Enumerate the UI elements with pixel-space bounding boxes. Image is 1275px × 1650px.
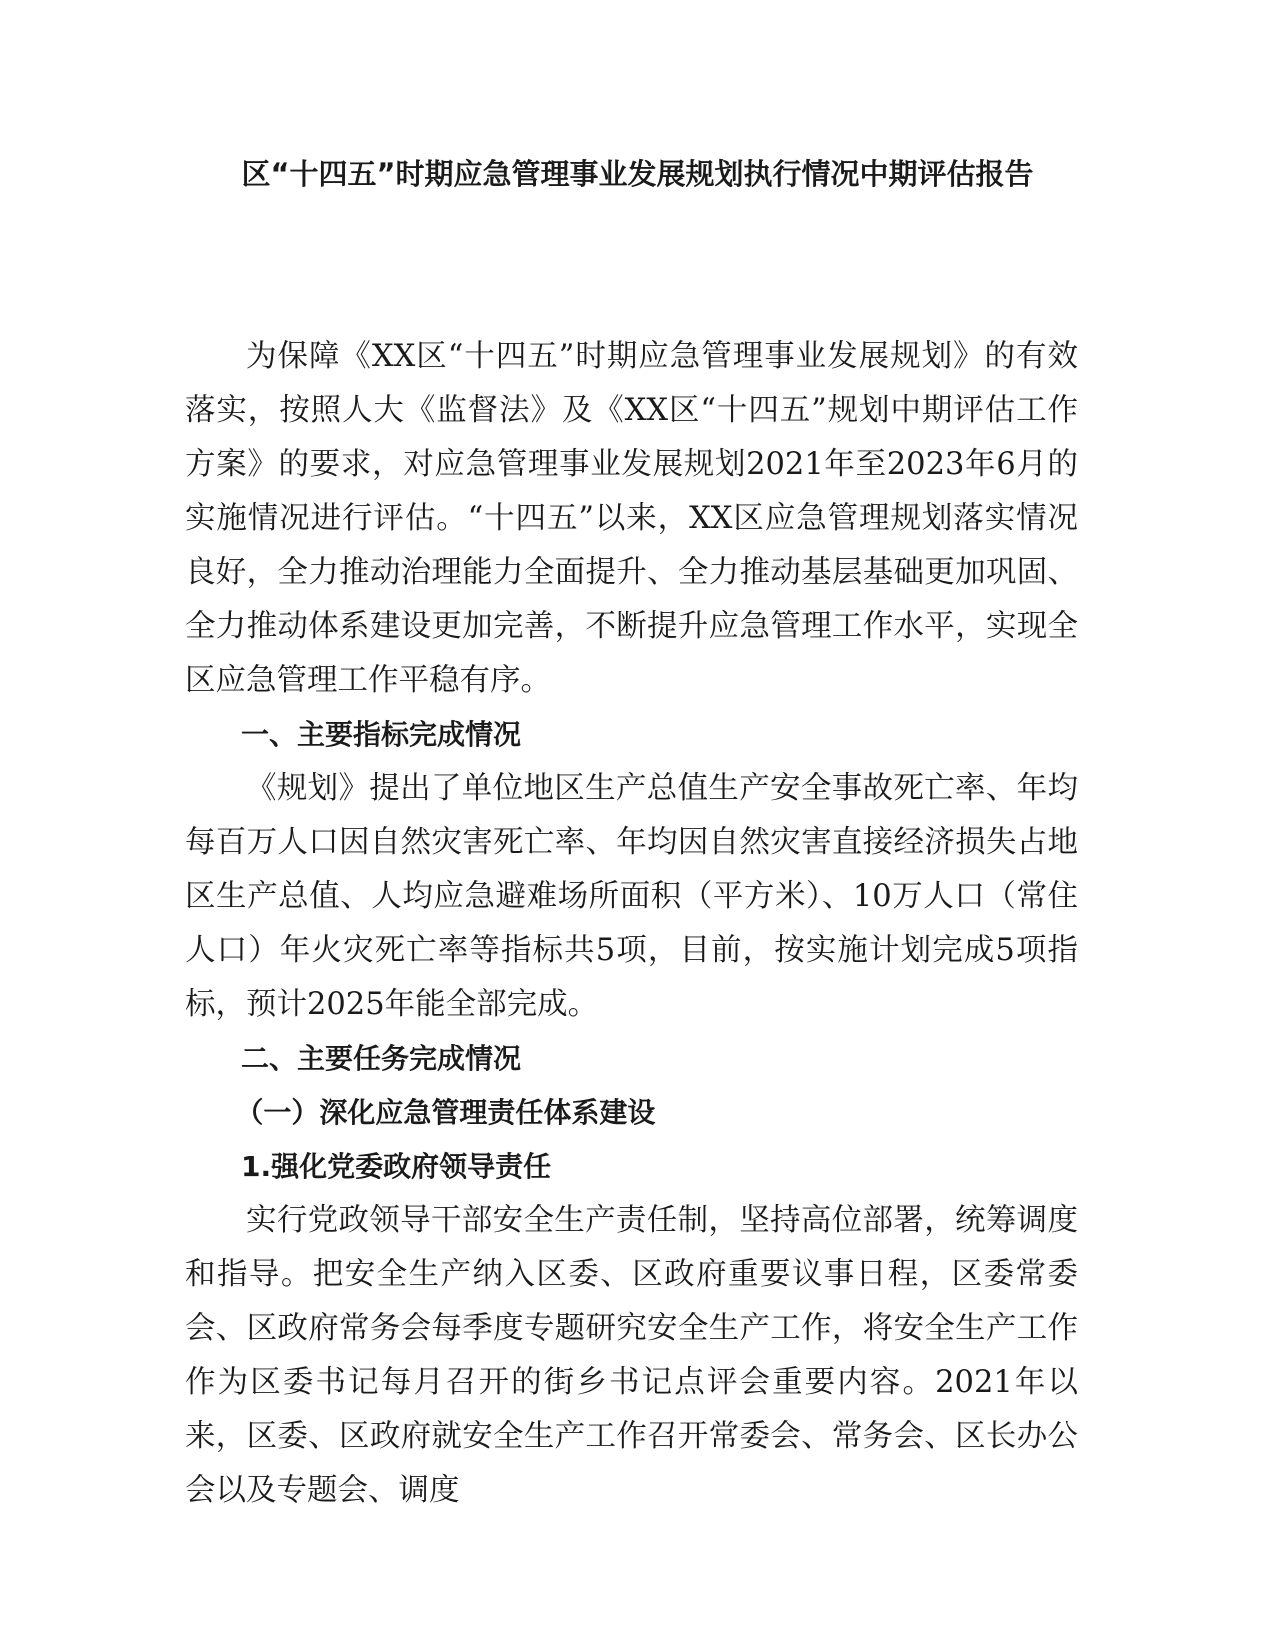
section2-subheading: （一）深化应急管理责任体系建设 [235,1096,656,1129]
document-body [185,330,1078,1518]
item1-paragraph: 实行党政领导干部安全生产责任制，坚持高位部署，统筹调度和指导。把安全生产纳入区委、区政府重要议事日程，区委常委会、区政府常务会每季度专题研究安全生产工作，将安全生产工作作为区委书记每月召开的街乡书记点评会重要内容。2021年以来，区委、区政府就安全生产工作召开常委会、常务会、区长办公会以及专题会、调度 [185,1203,1078,1508]
intro-paragraph: 为保障《XX区“十四五”时期应急管理事业发展规划》的有效落实，按照人大《监督法》及《XX区“十四五”规划中期评估工作方案》的要求，对应急管理事业发展规划2021年至2023年6月的实施情况进行评估。“十四五”以来，XX区应急管理规划落实情况良好，全力推动治理能力全面提升、全力推动基层基础更加巩固、全力推动体系建设更加完善，不断提升应急管理工作水平，实现全区应急管理工作平稳有序。 [185,339,1078,698]
section2-heading: 二、主要任务完成情况 [241,1042,522,1075]
item1-heading: 1.强化党委政府领导责任 [241,1150,552,1183]
section1-heading: 一、主要指标完成情况 [241,718,522,751]
document-title: 区“十四五”时期应急管理事业发展规划执行情况中期评估报告 [241,157,1034,191]
section1-paragraph: 《规划》提出了单位地区生产总值生产安全事故死亡率、年均每百万人口因自然灾害死亡率、年均因自然灾害直接经济损失占地区生产总值、人均应急避难场所面积（平方米）、10万人口（常住人口）年火灾死亡率等指标共5项，目前，按实施计划完成5项指标，预计2025年能全部完成。 [185,771,1078,1022]
